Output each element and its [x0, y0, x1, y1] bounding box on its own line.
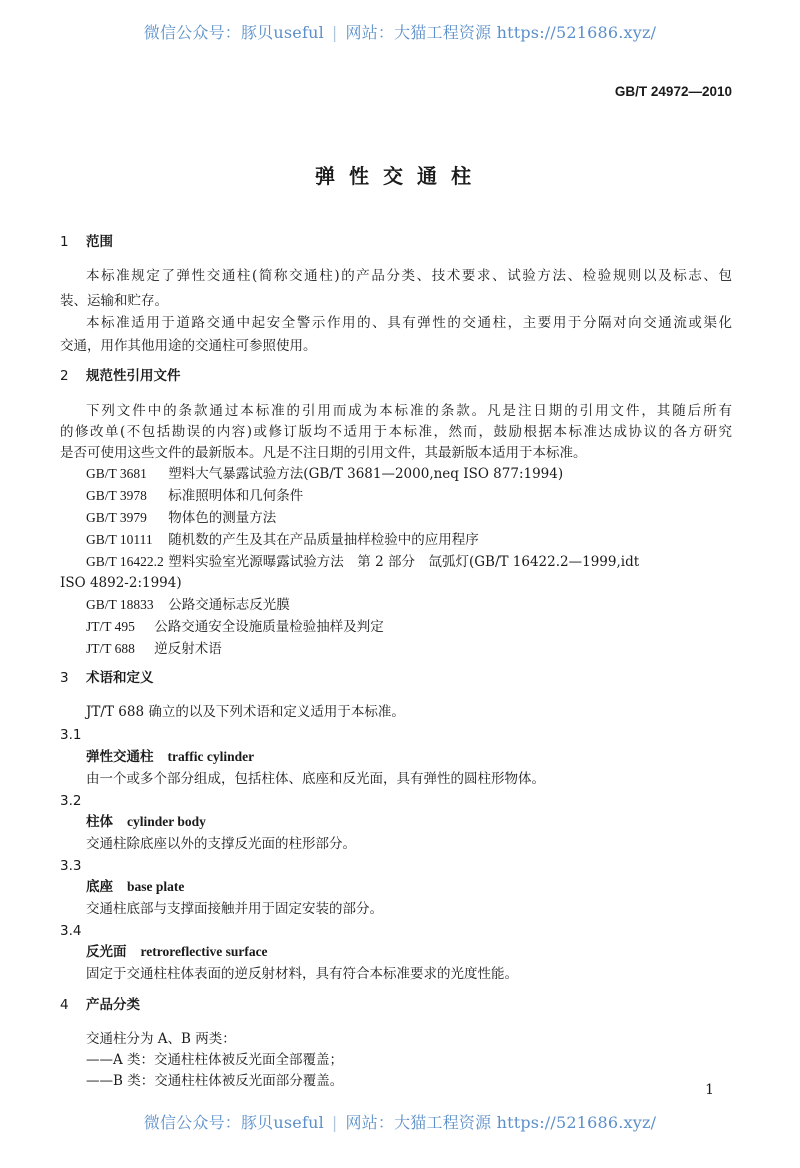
- reference-continuation: ISO 4892-2:1994): [60, 575, 182, 591]
- section-3-heading: [60, 668, 154, 688]
- reference-title: 塑料大气暴露试验方法(GB/T 3681—2000,neq ISO 877:1994): [168, 466, 564, 482]
- term-en: traffic cylinder: [167, 749, 255, 764]
- term-number: 3.3: [60, 858, 82, 874]
- reference-code: GB/T 10111: [86, 532, 153, 547]
- reference-title: 公路交通安全设施质量检验抽样及判定: [154, 619, 384, 635]
- paragraph: 装、运输和贮存。: [60, 293, 168, 309]
- watermark-bottom: [0, 1110, 800, 1133]
- watermark-top: [0, 20, 800, 43]
- section-number: 2: [60, 368, 69, 384]
- paragraph: 本标准适用于道路交通中起安全警示作用的、具有弹性的交通柱，主要用于分隔对向交通流或渠化: [86, 315, 732, 331]
- reference-code: JT/T 688: [86, 641, 135, 656]
- term-number: 3.1: [60, 727, 82, 743]
- term-number: 3.2: [60, 793, 82, 809]
- watermark-wechat: 微信公众号：豚贝useful: [143, 1113, 324, 1132]
- reference-code: GB/T 16422.2: [86, 554, 164, 569]
- paragraph: 是否可使用这些文件的最新版本。凡是不注日期的引用文件，其最新版本适用于本标准。: [60, 445, 587, 461]
- document-title: 弹性交通柱: [315, 164, 485, 188]
- page-number: 1: [705, 1082, 714, 1098]
- section-2-heading: [60, 366, 181, 386]
- reference-item: [86, 595, 290, 615]
- reference-code: GB/T 3979: [86, 510, 147, 525]
- term-definition: 交通柱除底座以外的支撑反光面的柱形部分。: [86, 836, 356, 852]
- term-zh: 底座: [86, 879, 113, 895]
- reference-code: JT/T 495: [86, 619, 135, 634]
- section-title: 规范性引用文件: [86, 368, 181, 384]
- reference-title: 物体色的测量方法: [168, 510, 277, 526]
- term-zh: 柱体: [86, 814, 113, 830]
- section-title: 术语和定义: [86, 670, 154, 686]
- term-en: retroreflective surface: [140, 944, 268, 959]
- paragraph: JT/T 688 确立的以及下列术语和定义适用于本标准。: [86, 704, 405, 720]
- section-title: 范围: [86, 234, 113, 250]
- term-heading: [86, 877, 184, 897]
- reference-item: [86, 552, 639, 572]
- section-title: 产品分类: [86, 997, 140, 1013]
- reference-item: [86, 617, 384, 637]
- watermark-site: 网站：大猫工程资源 https://521686.xyz/: [345, 1113, 657, 1132]
- paragraph: 的修改单(不包括勘误的内容)或修订版均不适用于本标准，然而，鼓励根据本标准达成协议的各方研究: [60, 424, 732, 440]
- reference-title: 逆反射术语: [154, 641, 222, 657]
- reference-item: [86, 464, 563, 484]
- watermark-wechat: 微信公众号：豚贝useful: [143, 23, 324, 42]
- term-definition: 固定于交通柱柱体表面的逆反射材料，具有符合本标准要求的光度性能。: [86, 966, 518, 982]
- section-1-heading: [60, 232, 113, 252]
- reference-item: [86, 530, 479, 550]
- term-heading: [86, 942, 268, 962]
- standard-number: GB/T 24972—2010: [614, 84, 732, 99]
- term-definition: 交通柱底部与支撑面接触并用于固定安装的部分。: [86, 901, 383, 917]
- section-number: 4: [60, 997, 69, 1013]
- term-definition: 由一个或多个部分组成，包括柱体、底座和反光面，具有弹性的圆柱形物体。: [86, 771, 545, 787]
- watermark-separator: |: [331, 1113, 338, 1132]
- reference-item: [86, 508, 276, 528]
- section-number: 3: [60, 670, 69, 686]
- paragraph: 交通柱分为 A、B 两类：: [86, 1031, 236, 1047]
- reference-title: 塑料实验室光源曝露试验方法 第 2 部分 氙弧灯(GB/T 16422.2—1999,idt: [168, 554, 640, 570]
- list-item: ——B 类：交通柱柱体被反光面部分覆盖。: [86, 1073, 344, 1089]
- watermark-site: 网站：大猫工程资源 https://521686.xyz/: [345, 23, 657, 42]
- reference-code: GB/T 3978: [86, 488, 147, 503]
- term-en: cylinder body: [127, 814, 206, 829]
- reference-code: GB/T 3681: [86, 466, 147, 481]
- watermark-separator: |: [331, 23, 338, 42]
- section-4-heading: [60, 995, 140, 1015]
- reference-title: 标准照明体和几何条件: [168, 488, 304, 504]
- reference-code: GB/T 18833: [86, 597, 154, 612]
- reference-item: [86, 639, 222, 659]
- list-item: ——A 类：交通柱柱体被反光面全部覆盖；: [86, 1052, 344, 1068]
- term-heading: [86, 747, 254, 767]
- reference-title: 公路交通标志反光膜: [168, 597, 290, 613]
- term-heading: [86, 812, 206, 832]
- section-number: 1: [60, 234, 69, 250]
- term-zh: 弹性交通柱: [86, 749, 154, 765]
- term-number: 3.4: [60, 923, 82, 939]
- paragraph: 交通，用作其他用途的交通柱可参照使用。: [60, 338, 317, 354]
- reference-item: [86, 486, 303, 506]
- paragraph: 本标准规定了弹性交通柱(简称交通柱)的产品分类、技术要求、试验方法、检验规则以及标志、包: [86, 268, 732, 284]
- term-en: base plate: [127, 879, 185, 894]
- paragraph: 下列文件中的条款通过本标准的引用而成为本标准的条款。凡是注日期的引用文件，其随后所有: [86, 403, 732, 419]
- reference-title: 随机数的产生及其在产品质量抽样检验中的应用程序: [168, 532, 479, 548]
- term-zh: 反光面: [86, 944, 127, 960]
